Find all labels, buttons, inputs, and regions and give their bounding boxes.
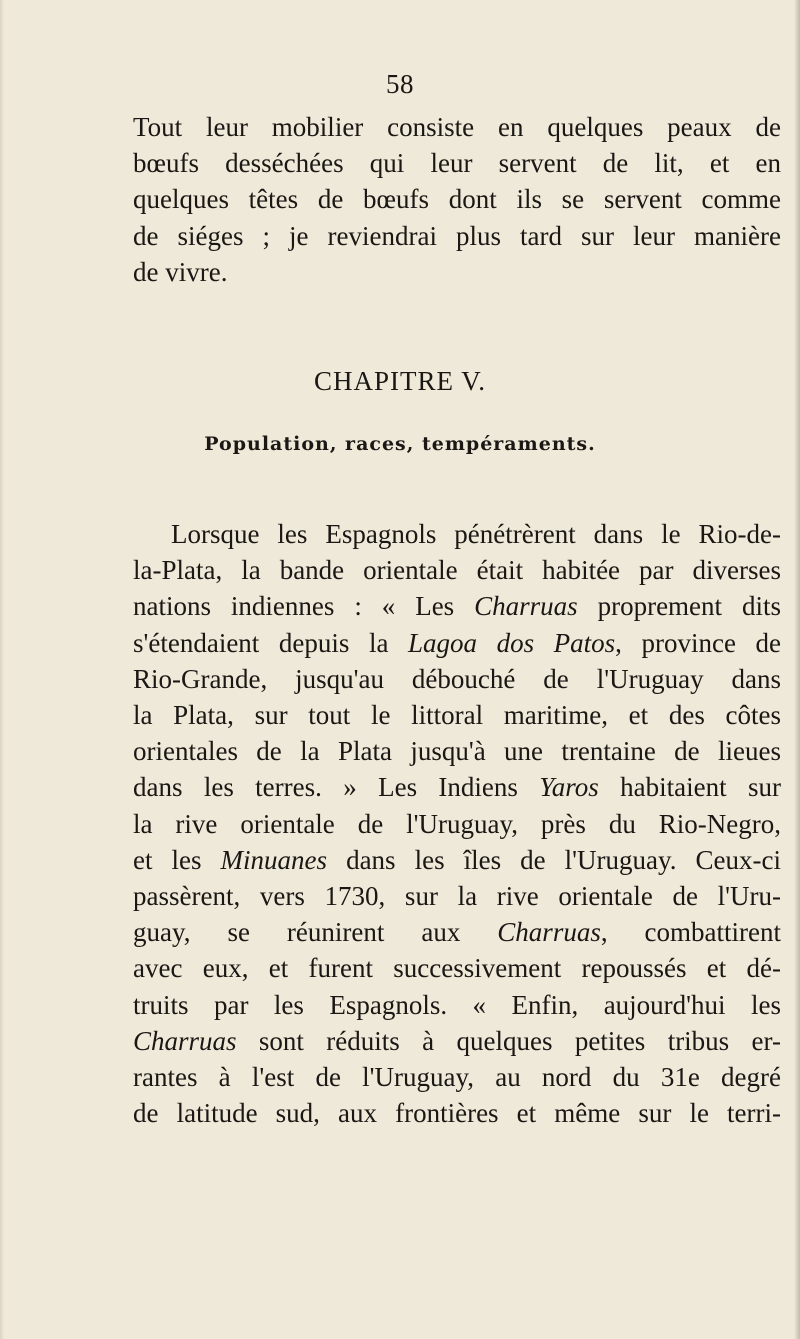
text-run: nations indiennes : « Les: [133, 591, 475, 622]
text-run: sont réduits à quelques petites tribus er-: [236, 1025, 781, 1056]
text-run: guay, se réunirent aux: [133, 917, 498, 948]
chapter-title: CHAPITRE V.: [313, 366, 487, 396]
text-run: habitaient sur: [598, 772, 781, 803]
section-heading: Population, races, tempéraments.: [204, 433, 596, 455]
text-run: s'étendaient depuis la: [133, 627, 408, 658]
text-line: Tout leur mobilier consiste en quelques peaux de: [133, 112, 781, 142]
text-run: , province de: [615, 627, 782, 658]
text-line: la-Plata, la bande orientale était habitée par diverses: [133, 555, 781, 586]
text-line: [133, 769, 781, 805]
paragraph-chapter: [133, 516, 781, 1131]
text-line: avec eux, et furent successivement repoussés et dé-: [133, 953, 781, 984]
text-line: passèrent, vers 1730, sur la rive orientale de l'Uru-: [133, 881, 781, 912]
text-line: quelques têtes de bœufs dont ils se servent comme: [133, 184, 781, 215]
text-line: de latitude sud, aux frontières et même sur le terri-: [133, 1098, 781, 1129]
text-line: [133, 1023, 781, 1059]
italic-term: Charruas: [497, 917, 601, 948]
page-right-edge: [794, 0, 800, 1339]
text-line: de vivre.: [133, 256, 228, 287]
page-left-edge: [0, 0, 4, 1339]
text-line: Lorsque les Espagnols pénétrèrent dans le Rio-de-: [171, 519, 781, 549]
text-line: rantes à l'est de l'Uruguay, au nord du 31e degré: [133, 1062, 781, 1093]
text-run: dans les îles de l'Uruguay. Ceux-ci: [327, 844, 781, 875]
italic-term: Yaros: [539, 772, 599, 803]
text-line: la rive orientale de l'Uruguay, près du Rio-Negro,: [133, 808, 781, 839]
italic-term: Lagoa dos Patos: [408, 627, 616, 658]
italic-term: Minuanes: [220, 844, 328, 875]
italic-term: Charruas: [133, 1025, 237, 1056]
italic-term: Charruas: [474, 591, 578, 622]
text-run: proprement dits: [577, 591, 781, 622]
text-line: [133, 842, 781, 878]
text-line: la Plata, sur tout le littoral maritime, et des côtes: [133, 700, 781, 731]
text-run: , combattirent: [600, 917, 781, 948]
paragraph-intro: [133, 109, 781, 290]
text-line: [133, 625, 781, 661]
text-line: de siéges ; je reviendrai plus tard sur leur manière: [133, 220, 781, 251]
text-line: [133, 588, 781, 624]
text-line: orientales de la Plata jusqu'à une trentaine de lieues: [133, 736, 781, 767]
text-line: [133, 914, 781, 950]
text-run: dans les terres. » Les Indiens: [133, 772, 540, 803]
text-line: Rio-Grande, jusqu'au débouché de l'Uruguay dans: [133, 663, 781, 694]
text-line: bœufs desséchées qui leur servent de lit, et en: [133, 148, 781, 179]
text-line: truits par les Espagnols. « Enfin, aujourd'hui les: [133, 989, 781, 1020]
text-run: et les: [133, 844, 221, 875]
page-number: 58: [386, 69, 414, 99]
